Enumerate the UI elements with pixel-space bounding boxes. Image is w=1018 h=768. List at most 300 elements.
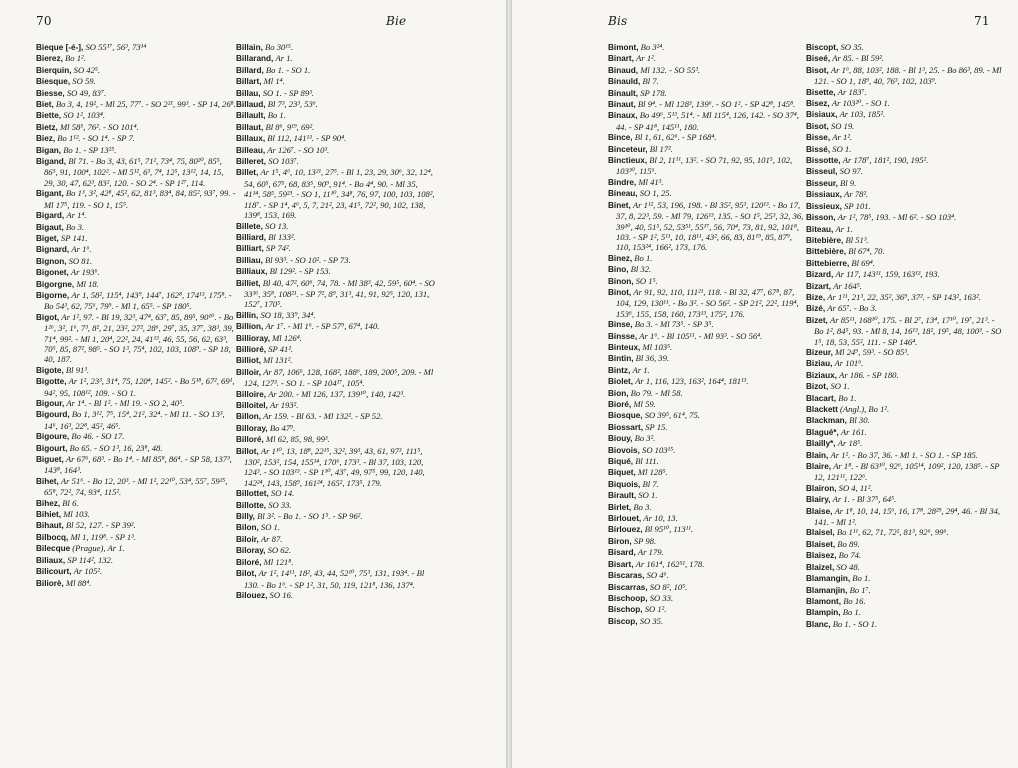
entry-references: Ml 58⁵, 76². - SO 101⁴.	[60, 121, 139, 132]
index-entry	[236, 266, 436, 277]
index-entry	[608, 502, 808, 513]
entry-surname: Billoré,	[236, 435, 264, 445]
index-entry	[608, 582, 808, 593]
index-entry	[608, 593, 808, 604]
entry-surname: Biget,	[36, 233, 59, 243]
entry-surname: Biseé,	[806, 54, 831, 64]
entry-references: Ar 1.	[835, 223, 853, 234]
index-entry	[236, 42, 436, 53]
entry-surname: Bilicourt,	[36, 567, 72, 577]
entry-surname: Bissieux,	[806, 201, 842, 211]
entry-surname: Binault,	[608, 88, 639, 98]
index-entry	[608, 524, 808, 535]
index-entry	[806, 269, 1006, 280]
index-entry	[236, 367, 436, 389]
index-entry	[806, 201, 1006, 212]
entry-references: Bo 16.	[843, 595, 866, 606]
entry-surname: Bizé,	[806, 304, 826, 314]
index-entry	[236, 500, 436, 511]
index-entry	[236, 156, 436, 167]
entry-surname: Biscop,	[608, 616, 638, 626]
index-entry	[806, 224, 1006, 235]
index-entry	[806, 619, 1006, 630]
entry-references: Bo 1. - SO 1.	[265, 64, 311, 75]
index-entry	[608, 547, 808, 558]
entry-references: Bl 8⁶, 9¹⁹, 69².	[265, 121, 315, 132]
index-entry	[608, 570, 808, 581]
entry-references: (Prague), Ar 1.	[72, 543, 125, 554]
entry-surname: Blaisez,	[806, 551, 837, 561]
index-entry	[236, 243, 436, 254]
entry-references: Ar 200. - Ml 126, 137, 139¹⁰, 140, 142³.	[268, 388, 406, 399]
entry-surname: Bigan,	[36, 145, 62, 155]
index-entry	[236, 255, 436, 266]
entry-surname: Binart,	[608, 54, 634, 64]
entry-surname: Blanc,	[806, 619, 831, 629]
entry-surname: Bigourt,	[36, 443, 68, 453]
running-head-left: Bie	[386, 14, 407, 28]
entry-surname: Biliaux,	[36, 555, 66, 565]
entry-surname: Bigorne,	[36, 290, 70, 300]
entry-references: Bo 1.	[842, 607, 861, 618]
entry-references: SO 8², 10⁵.	[649, 581, 688, 592]
entry-surname: Blaise,	[806, 506, 833, 516]
index-entry	[806, 281, 1006, 292]
index-entry	[608, 144, 808, 155]
entry-surname: Biouy,	[608, 434, 633, 444]
entry-references: SO 55¹⁷, 56³, 73¹⁴	[85, 42, 147, 52]
entry-surname: Bisiaux,	[806, 110, 838, 120]
index-entry	[608, 110, 808, 132]
index-entry	[806, 235, 1006, 246]
entry-references: Ml 1, 119⁸. - SP 1³.	[70, 531, 136, 542]
entry-references: Ar 78².	[844, 189, 869, 200]
entry-surname: Bisart,	[608, 559, 634, 569]
entry-references: Ar 159. - Bl 63. - Ml 132². - SP 52.	[263, 411, 383, 422]
entry-surname: Binaux,	[608, 111, 638, 121]
entry-references: Bo 3.	[633, 501, 652, 512]
entry-references: Bo 3. - Ml 73⁵. - SP 3⁵.	[634, 319, 714, 330]
entry-references: Ml 103⁵.	[642, 341, 673, 352]
entry-references: Bl 9.	[840, 177, 857, 188]
index-entry	[806, 303, 1006, 314]
index-entry	[236, 488, 436, 499]
entry-surname: Bisez,	[806, 99, 830, 109]
index-entry	[236, 65, 436, 76]
entry-surname: Biesse,	[36, 88, 65, 98]
entry-surname: Billottet,	[236, 489, 269, 499]
entry-references: SO 35.	[840, 42, 864, 52]
entry-surname: Billot,	[236, 446, 259, 456]
entry-references: SP 41².	[268, 343, 294, 354]
index-entry	[36, 312, 236, 365]
entry-surname: Billotte,	[236, 500, 267, 510]
entry-references: Bl 30.	[849, 415, 870, 426]
index-entry	[608, 422, 808, 433]
index-entry	[36, 222, 236, 233]
index-entry	[36, 509, 236, 520]
entry-references: Ar 1⁸. - Bl 63¹⁰, 92⁶, 105¹⁴, 109², 120, 138⁵. - SP 12, 121¹¹, 122⁶.	[814, 461, 1000, 483]
entry-references: Bo 1¹¹, 62, 71, 72², 81³, 92⁶, 99⁶.	[836, 527, 949, 538]
index-entry	[806, 166, 1006, 177]
index-entry	[236, 411, 436, 422]
entry-surname: Biscarras,	[608, 582, 648, 592]
entry-references: SO 103¹⁵.	[642, 444, 676, 455]
index-entry	[36, 133, 236, 144]
index-entry	[236, 99, 436, 110]
index-entry	[36, 99, 236, 110]
index-entry	[608, 353, 808, 364]
index-entry	[608, 513, 808, 524]
index-entry	[236, 76, 436, 87]
index-entry	[36, 443, 236, 454]
entry-surname: Bischoop,	[608, 593, 648, 603]
entry-surname: Billeau,	[236, 145, 266, 155]
entry-surname: Bissé,	[806, 144, 831, 154]
page-right	[512, 0, 1018, 768]
entry-references: Ar 193⁶.	[70, 267, 100, 278]
index-entry	[608, 76, 808, 87]
page-number-left: 70	[36, 14, 52, 28]
entry-references: Ar 85¹¹, 168¹⁰, 175. - Bl 2⁷, 13⁴, 17¹⁰, 19⁷, 21³. - Bo 1², 84⁵, 93. - Ml 8, 14, 16¹³, 18², 19⁵, 48, 100³. - SO 1⁵, 18, 53, 55², 111. - SP 146⁴.	[814, 314, 1002, 347]
entry-references: Bl 112, 141¹³. - SP 90⁴.	[267, 133, 347, 144]
entry-surname: Bisard,	[608, 548, 636, 558]
entry-references: SO 14.	[270, 488, 295, 499]
entry-references: Ar 1. - Bl 37⁵, 64⁵.	[832, 494, 897, 505]
index-entry	[236, 568, 436, 590]
index-entry	[806, 393, 1006, 404]
entry-surname: Biquet,	[608, 468, 636, 478]
index-entry	[236, 133, 436, 144]
entry-surname: Bisot,	[806, 121, 829, 131]
index-entry	[236, 590, 436, 601]
entry-surname: Biteau,	[806, 224, 834, 234]
entry-references: Bo 3²⁴.	[640, 42, 665, 52]
entry-surname: Billiart,	[236, 244, 264, 254]
entry-references: Bo 3².	[634, 433, 656, 444]
entry-references: Bo 1.	[634, 252, 653, 263]
index-entry	[608, 490, 808, 501]
entry-surname: Billy,	[236, 512, 255, 522]
index-entry	[806, 404, 1006, 415]
entry-surname: Bigonet,	[36, 268, 69, 278]
entry-references: SP 178.	[640, 87, 667, 98]
entry-references: SO 33.	[649, 592, 674, 603]
index-entry	[36, 156, 236, 188]
entry-surname: Billioré,	[236, 344, 267, 354]
entry-surname: Binceteur,	[608, 144, 648, 154]
index-entry	[236, 389, 436, 400]
index-entry	[806, 573, 1006, 584]
entry-references: Ml 1⁴.	[263, 76, 285, 87]
index-entry	[608, 264, 808, 275]
entry-surname: Biosque,	[608, 411, 643, 421]
entry-surname: Bigoure,	[36, 432, 70, 442]
index-entry	[36, 122, 236, 133]
index-entry	[608, 616, 808, 627]
entry-references: Ar 183⁷.	[837, 86, 867, 97]
index-entry	[806, 483, 1006, 494]
entry-references: SO 1, 25.	[639, 188, 672, 199]
entry-references: Bo 1. - SP 13²⁵.	[63, 144, 117, 155]
index-entry	[608, 177, 808, 188]
index-entry	[806, 585, 1006, 596]
entry-references: Ar 91, 92, 110, 111²¹, 118. - Bl 32, 47⁷, 67⁸, 87, 104, 129, 130¹¹. - Bo 3². - SO 56². - SP 21², 22², 119⁴, 153⁶, 155, 158, 160, 173¹³, 175², 176.	[616, 286, 799, 319]
entry-references: Ml 131².	[263, 355, 293, 366]
index-entry	[36, 555, 236, 566]
entry-surname: Biloré,	[236, 557, 262, 567]
entry-references: Ar 101⁶.	[834, 358, 864, 369]
entry-references: Ar 51⁶. - Bo 12, 20³. - Ml 1², 22¹⁰, 53⁴, 55⁷, 59²⁵, 65⁸, 72², 74, 93⁴, 115².	[44, 475, 228, 498]
entry-references: Ar 1², 23³, 31⁴, 75, 120⁴, 145². - Bo 5¹⁸, 67², 69¹, 94², 95, 108¹², 109. - SO 1.	[44, 376, 235, 398]
entry-references: Ar 117, 143¹¹, 159, 163¹³, 193.	[835, 269, 940, 280]
entry-surname: Biette,	[36, 111, 62, 121]
index-entry	[608, 456, 808, 467]
entry-surname: Bizart,	[806, 281, 832, 291]
entry-surname: Biqué,	[608, 457, 634, 467]
entry-references: Bo 74.	[838, 550, 862, 561]
index-entry	[236, 167, 436, 220]
entry-surname: Biziaux,	[806, 370, 837, 380]
entry-references: Ar 10, 13.	[643, 513, 678, 524]
entry-surname: Bigorgne,	[36, 279, 75, 289]
index-entry	[806, 144, 1006, 155]
entry-references: Bl 40, 47², 60⁶, 74, 78. - Ml 38³, 42, 59⁵, 60⁴. - SO 33³⁶, 35⁸, 108²¹. - SP 7², 8⁹, 31³, 41, 91, 92⁵, 120, 131, 152⁷, 170⁵.	[244, 277, 435, 310]
index-entry	[36, 532, 236, 543]
entry-references: Ar 1⁶, 88, 103², 188. - Bl 1³, 25. - Bo 86³, 89. - Ml 121. - SO 1, 18⁹, 40, 76³, 102, 103⁹.	[814, 64, 1002, 87]
entry-references: Bo 3, 4, 19², - Ml 25, 77⁷. - SO 2²¹, 99³. - SP 14, 26⁸.	[55, 99, 236, 110]
entry-references: Ar 1¹², 53, 196, 198. - Bl 35², 95³, 120¹³. - Bo 17, 37, 8, 22³, 59. - Ml 79, 126¹³, 135. - SO 1⁵, 25³, 32, 36, 39¹⁰, 40, 51⁵, 52, 53⁵¹, 55¹⁷, 56, 70⁴, 73, 81, 92, 101⁸, 103. - SP 1², 5¹¹, 10, 18¹¹, 43², 66, 83, 81¹⁹, 85, 87⁹, 110, 153²⁴, 166², 173, 176.	[616, 199, 804, 253]
index-entry	[236, 355, 436, 366]
index-entry	[806, 132, 1006, 143]
entry-surname: Bitebière,	[806, 235, 844, 245]
entry-references: Ml 62, 85, 98, 99³.	[265, 434, 330, 445]
entry-surname: Bimont,	[608, 43, 639, 52]
index-entry	[36, 454, 236, 476]
index-entry	[608, 53, 808, 64]
index-entry	[806, 189, 1006, 200]
entry-surname: Billon,	[236, 412, 262, 422]
index-entry	[36, 210, 236, 221]
entry-references: Bl 17².	[649, 143, 673, 154]
entry-surname: Biliorè,	[36, 578, 64, 588]
index-entry	[236, 423, 436, 434]
entry-surname: Bignard,	[36, 245, 70, 255]
index-entry	[608, 388, 808, 399]
entry-surname: Binse,	[608, 320, 633, 330]
entry-surname: Binctieux,	[608, 156, 648, 166]
index-entry	[236, 278, 436, 310]
index-entry	[608, 188, 808, 199]
entry-references: Ar 1, 116, 123, 163², 164⁴, 181¹³.	[635, 376, 749, 387]
entry-surname: Blaizel,	[806, 562, 835, 572]
entry-surname: Bisette,	[806, 87, 836, 97]
entry-references: Ar 18⁵.	[837, 438, 863, 449]
entry-references: Bl 2, 11¹¹, 13². - SO 71, 92, 95, 101⁵, 102, 103³⁰, 115⁶.	[616, 155, 793, 177]
entry-references: SO 16.	[269, 589, 293, 600]
index-entry	[236, 511, 436, 522]
column-left-1	[36, 42, 236, 589]
index-entry	[806, 550, 1006, 561]
index-entry	[236, 557, 436, 568]
entry-references: (Angl.), Bo 1².	[840, 404, 890, 414]
entry-surname: Billiard,	[236, 232, 267, 242]
index-entry	[36, 88, 236, 99]
index-entry	[806, 155, 1006, 166]
index-entry	[608, 65, 808, 76]
entry-surname: Bindre,	[608, 177, 637, 187]
entry-surname: Bihez,	[36, 498, 61, 508]
entry-surname: Billiet,	[236, 278, 261, 288]
entry-surname: Birlet,	[608, 502, 632, 512]
entry-surname: Bioré,	[608, 400, 632, 409]
entry-references: Ar 161.	[840, 426, 867, 437]
entry-surname: Bissotte,	[806, 156, 841, 166]
index-entry	[806, 539, 1006, 550]
entry-surname: Blackman,	[806, 416, 847, 426]
index-entry	[36, 244, 236, 255]
entry-surname: Bissiaux,	[806, 190, 842, 200]
entry-surname: Birlouez,	[608, 525, 643, 535]
index-entry	[608, 536, 808, 547]
index-entry	[36, 566, 236, 577]
index-entry	[36, 233, 236, 244]
entry-references: SO 59.	[72, 76, 96, 87]
entry-surname: Blamanjin,	[806, 585, 848, 595]
index-entry	[806, 358, 1006, 369]
entry-surname: Birault,	[608, 491, 637, 501]
entry-references: Ar 87, 106⁶, 128, 168², 188⁶, 189, 200⁵, 209. - Ml 124, 127³. - SO 1. - SP 104¹⁷, 105⁴.	[244, 366, 434, 389]
index-entry	[806, 506, 1006, 528]
index-entry	[236, 446, 436, 489]
entry-references: Bl 1, 61, 62⁶. - SP 168⁴.	[634, 132, 717, 143]
entry-references: Ar 179.	[637, 547, 664, 558]
index-entry	[806, 65, 1006, 87]
entry-surname: Bischop,	[608, 605, 643, 615]
entry-references: Ar 1⁵, 4⁶, 10, 13²¹, 27⁵. - Bl 1, 23, 29, 30⁶, 32, 12⁴, 54, 60⁵, 67⁵, 68, 83⁵, 90⁹, 91⁴. - Bo 4⁴, 90. - Ml 35, 41¹⁴, 58⁵, 59²³. - SO 1, 11¹⁰, 34⁸, 76, 97, 100, 103, 108², 118⁷. - SP 1⁴, 4⁶, 5, 7, 21², 23, 41⁵, 72², 90, 102, 138, 139⁸, 153, 169.	[244, 167, 435, 221]
entry-surname: Billaux,	[236, 134, 266, 144]
entry-references: SO 19.	[830, 120, 855, 131]
entry-surname: Blairon,	[806, 483, 837, 493]
index-entry	[608, 287, 808, 319]
index-entry	[36, 376, 236, 398]
entry-references: Bo 1. - SO 1.	[832, 618, 878, 629]
index-entry	[36, 520, 236, 531]
entry-surname: Bigand,	[36, 157, 67, 167]
index-entry	[608, 399, 808, 410]
index-entry	[36, 76, 236, 87]
index-entry	[236, 321, 436, 332]
index-entry	[806, 98, 1006, 109]
entry-surname: Biossart,	[608, 422, 644, 432]
entry-surname: Blairy,	[806, 495, 831, 505]
entry-surname: Billioray,	[236, 333, 270, 343]
entry-surname: Biolet,	[608, 377, 634, 387]
entry-references: SP 15.	[645, 421, 668, 432]
entry-surname: Blagué*,	[806, 427, 839, 437]
entry-references: Ar 1¹¹, 21³, 22, 35², 36⁹, 37². - SP 143², 163².	[827, 291, 981, 302]
entry-surname: Billiot,	[236, 356, 262, 366]
entry-surname: Billete,	[236, 221, 263, 231]
entry-references: Ar 65⁷. - Bo 3.	[827, 303, 878, 314]
entry-references: SO 48.	[836, 561, 860, 572]
entry-references: Bl 7.	[642, 478, 659, 489]
entry-surname: Binaut,	[608, 100, 636, 110]
index-entry	[806, 258, 1006, 269]
entry-references: SO 1².	[644, 604, 667, 615]
entry-surname: Bieque [-é-],	[36, 43, 84, 52]
index-entry	[806, 438, 1006, 449]
index-entry	[806, 53, 1006, 64]
entry-surname: Bigourd,	[36, 410, 70, 420]
entry-surname: Bierez,	[36, 54, 63, 64]
entry-surname: Blampin,	[806, 608, 841, 618]
running-head-right: Bis	[608, 14, 628, 28]
entry-references: SP 98.	[633, 535, 657, 546]
index-entry	[236, 232, 436, 243]
entry-surname: Biloray,	[236, 546, 266, 556]
entry-references: Bo 47⁹.	[269, 422, 296, 433]
index-entry	[806, 347, 1006, 358]
index-entry	[36, 498, 236, 509]
index-entry	[236, 110, 436, 121]
entry-surname: Bihiet,	[36, 510, 62, 520]
entry-references: Ar 1². - Bo 37, 36. - Ml 1. - SO 1. - SP 185.	[830, 449, 978, 460]
index-entry	[236, 522, 436, 533]
index-entry	[608, 559, 808, 570]
entry-references: Ar 1⁶. - Bl 105¹¹. - Ml 93³. - SO 56⁴.	[639, 330, 763, 341]
index-entry	[806, 292, 1006, 303]
column-right-1	[608, 42, 808, 627]
entry-surname: Billaud,	[236, 100, 266, 110]
entry-references: Ml 126⁴.	[272, 332, 302, 343]
index-entry	[36, 578, 236, 589]
entry-references: Bl 69⁴.	[851, 257, 875, 268]
entry-references: SO 4, 11².	[838, 482, 873, 493]
entry-references: Ml 103.	[63, 509, 90, 520]
entry-references: Ml 128⁵.	[637, 467, 668, 478]
index-entry	[36, 65, 236, 76]
entry-references: Bl 129². - SP 153.	[269, 266, 331, 277]
entry-references: Ar 178⁷, 181², 190, 195².	[842, 155, 929, 166]
entry-references: Bo 1.	[852, 573, 871, 584]
entry-surname: Billault,	[236, 111, 266, 121]
entry-surname: Billoire,	[236, 389, 267, 399]
index-entry	[236, 400, 436, 411]
index-entry	[806, 42, 1006, 53]
entry-surname: Bineau,	[608, 189, 638, 199]
index-entry	[608, 42, 808, 53]
entry-references: SP 114², 132.	[67, 554, 113, 565]
entry-surname: Billart,	[236, 77, 262, 87]
entry-references: Ar 193².	[270, 400, 299, 410]
entry-surname: Blaisel,	[806, 528, 835, 538]
index-entry	[806, 596, 1006, 607]
entry-references: SO 42⁵.	[73, 64, 101, 75]
entry-references: SO 1.	[638, 490, 658, 501]
entry-references: SO 1. - SP 89³.	[262, 87, 314, 98]
entry-references: Ar 1.	[275, 53, 293, 64]
index-entry	[608, 467, 808, 478]
index-entry	[608, 331, 808, 342]
index-entry	[236, 344, 436, 355]
entry-surname: Blamangin,	[806, 574, 851, 584]
index-entry	[806, 121, 1006, 132]
index-entry	[806, 315, 1006, 347]
index-entry	[36, 398, 236, 409]
entry-surname: Biscaras,	[608, 571, 645, 581]
entry-surname: Bilbocq,	[36, 532, 69, 542]
